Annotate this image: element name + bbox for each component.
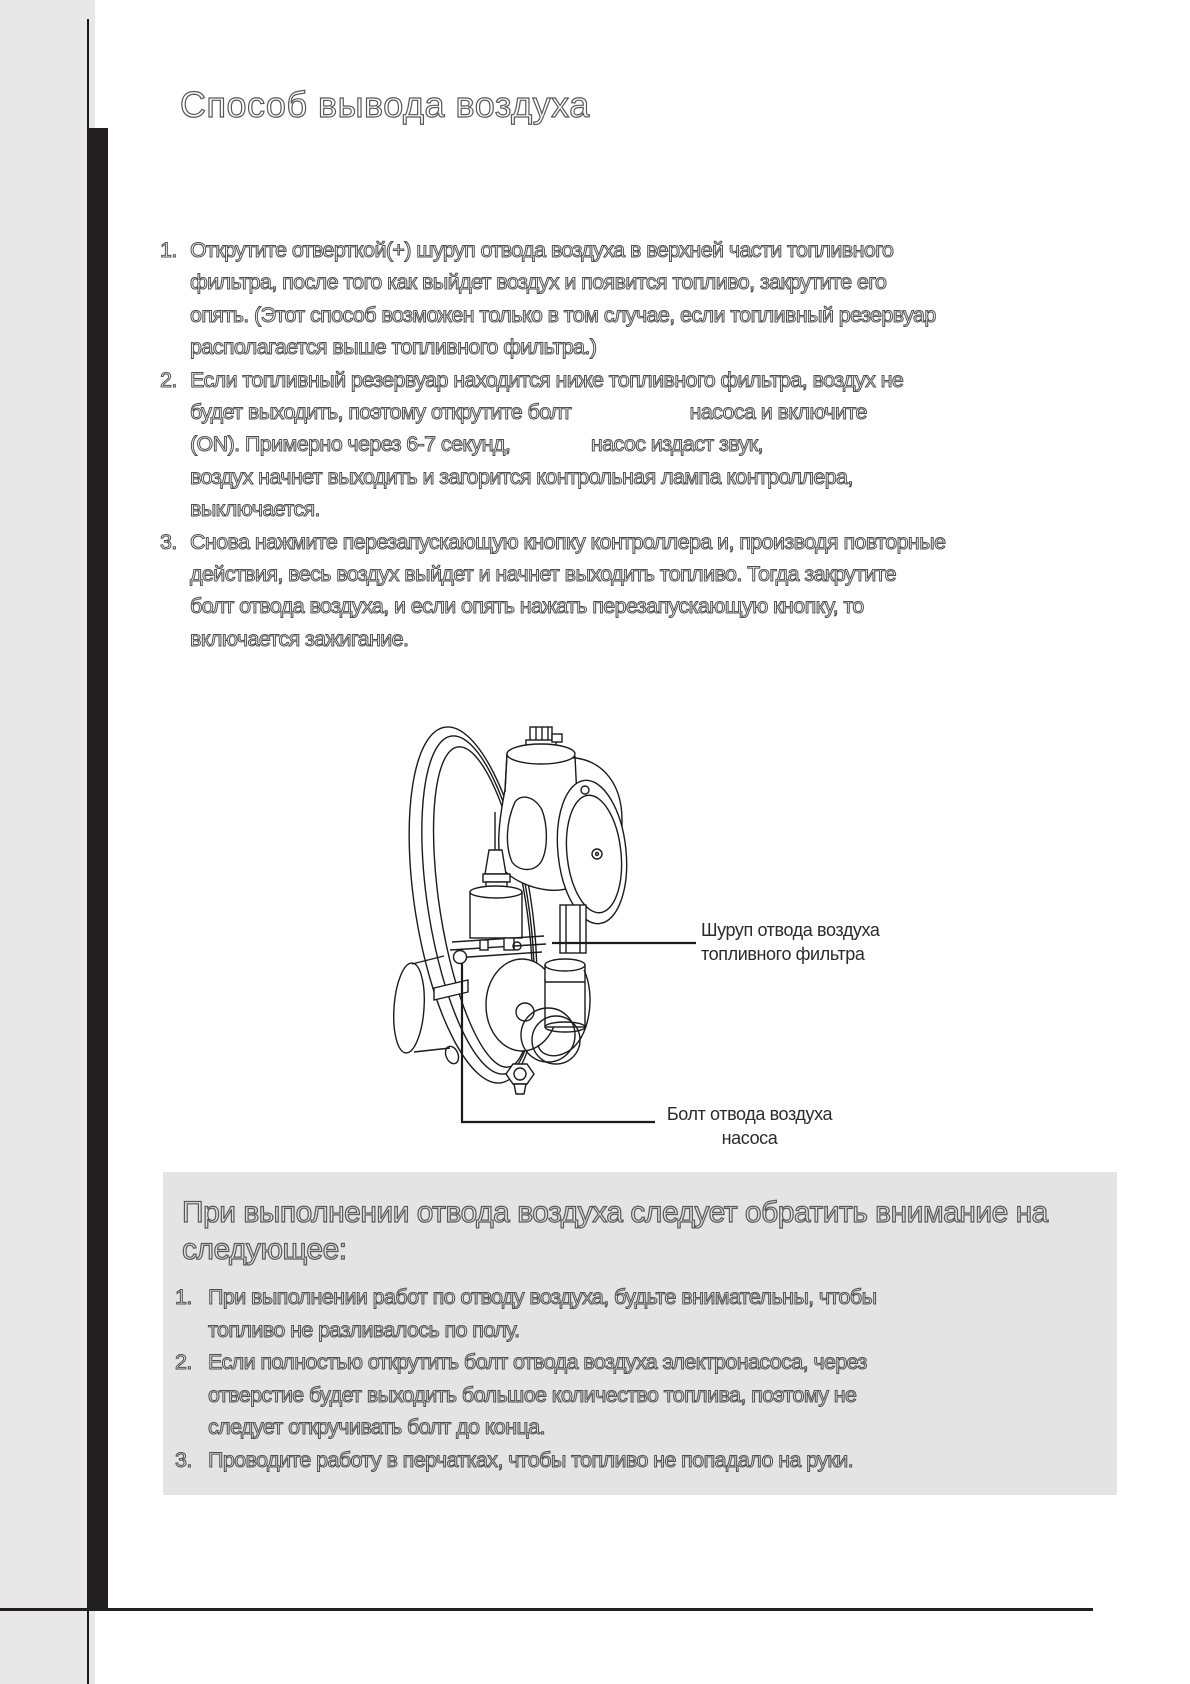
instruction-steps bbox=[160, 234, 945, 655]
text-line: воздух начнет выходить и загорится контрольная лампа контроллера, bbox=[190, 464, 853, 489]
left-black-bar bbox=[88, 128, 108, 1610]
text-line: располагается выше топливного фильтра.) bbox=[190, 335, 597, 360]
label-filter-bleed-screw bbox=[701, 919, 880, 966]
heading-line: При выполнении отвода воздуха следует обратить внимание на bbox=[182, 1196, 1048, 1229]
text-line: действия, весь воздух выйдет и начнет выходить топливо. Тогда закрутите bbox=[190, 562, 897, 587]
left-margin-strip bbox=[0, 0, 95, 1684]
page-title: Способ вывода воздуха bbox=[180, 84, 590, 125]
text-line: отверстие будет выходить большое количество топлива, поэтому не bbox=[208, 1382, 857, 1407]
text-line: болт отвода воздуха, и если опять нажать перезапускающую кнопку, то bbox=[190, 594, 864, 619]
text-line: топливо не разливалось по полу. bbox=[208, 1317, 520, 1342]
fuel-filter bbox=[545, 905, 586, 1032]
text-line: фильтра, после того как выйдет воздух и появится топливо, закрутите его bbox=[190, 270, 887, 295]
label-line: топливного фильтра bbox=[701, 943, 865, 964]
item-number: 3. bbox=[160, 529, 177, 554]
bottom-bolt bbox=[506, 1064, 534, 1094]
text-line: опять. (Этот способ возможен только в том случае, если топливный резервуар bbox=[190, 302, 936, 327]
label-line: Болт отвода воздуха bbox=[666, 1104, 833, 1124]
text-line: следует откручивать болт до конца. bbox=[208, 1415, 545, 1440]
text-line: При выполнении работ по отводу воздуха, будьте внимательны, чтобы bbox=[208, 1285, 877, 1309]
item-number: 1. bbox=[160, 238, 177, 262]
text-line: Открутите отверткой(+) шуруп отвода воздуха в верхней части топливного bbox=[190, 238, 894, 262]
item-number: 2. bbox=[160, 367, 177, 392]
list-item bbox=[160, 364, 945, 526]
fuel-pump-diagram bbox=[352, 650, 696, 1132]
text-line: Проводите работу в перчатках, чтобы топливо не попадало на руки. bbox=[208, 1447, 854, 1472]
list-item bbox=[175, 1281, 1117, 1346]
label-line: насоса bbox=[721, 1127, 778, 1148]
heading-line: следующее: bbox=[182, 1233, 347, 1266]
caution-box bbox=[163, 1172, 1117, 1495]
text-line: включается зажигание. bbox=[190, 626, 409, 651]
text-line: Если полностью открутить болт отвода воздуха электронасоса, через bbox=[208, 1350, 867, 1375]
list-item bbox=[160, 234, 945, 364]
label-line: Шуруп отвода воздуха bbox=[701, 920, 880, 940]
item-number: 3. bbox=[175, 1447, 192, 1472]
footer-rule bbox=[0, 1608, 1093, 1611]
text-line: будет выходить, поэтому открутите болт насоса и включите bbox=[190, 400, 867, 425]
caution-items bbox=[175, 1281, 1117, 1477]
text-line: Если топливный резервуар находится ниже топливного фильтра, воздух не bbox=[190, 367, 904, 392]
caution-heading bbox=[182, 1194, 1117, 1268]
item-number: 1. bbox=[175, 1285, 192, 1309]
list-item bbox=[160, 526, 945, 656]
text-line: Снова нажмите перезапускающую кнопку контроллера и, производя повторные bbox=[190, 529, 946, 554]
list-item bbox=[175, 1346, 1117, 1444]
label-pump-bleed-bolt bbox=[657, 1103, 842, 1150]
item-number: 2. bbox=[175, 1350, 192, 1375]
text-line: (ON). Примерно через 6-7 секунд, насос издаст звук, bbox=[190, 432, 763, 457]
text-line: выключается. bbox=[190, 497, 320, 522]
list-item bbox=[175, 1444, 1117, 1477]
